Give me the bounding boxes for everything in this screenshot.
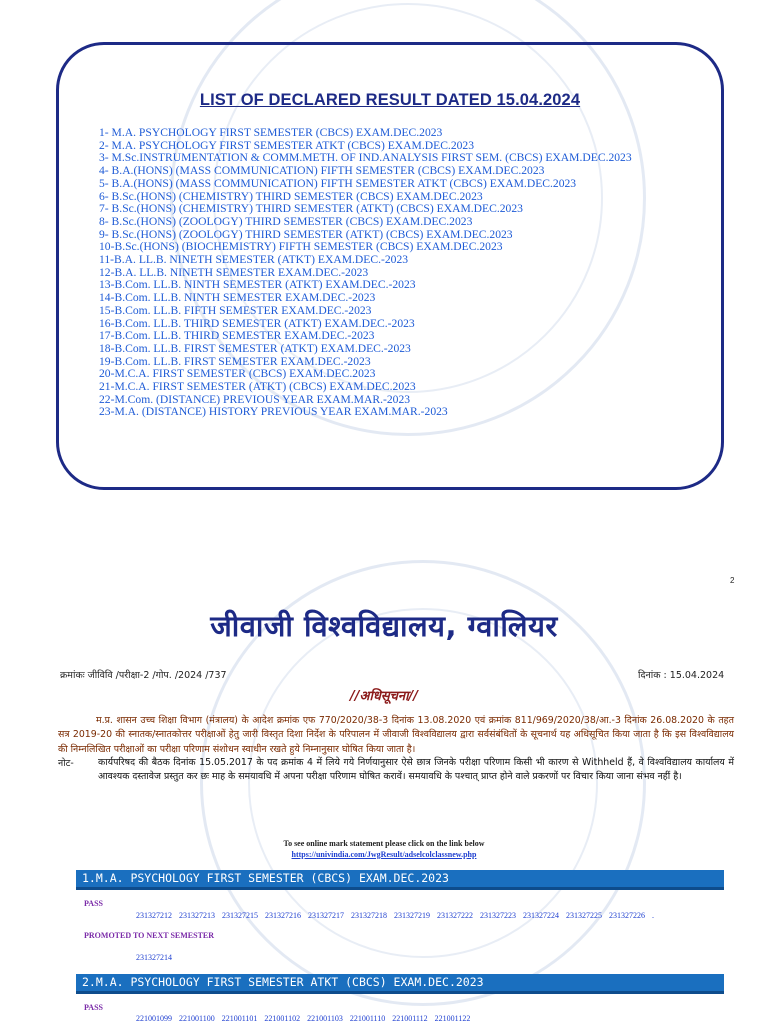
list-item: 23-M.A. (DISTANCE) HISTORY PREVIOUS YEAR EXAM.MAR.-2023 — [99, 405, 448, 419]
list-item: 9- B.Sc.(HONS) (ZOOLOGY) THIRD SEMESTER (ATKT) (CBCS) EXAM.DEC.2023 — [99, 227, 513, 241]
list-item: 2- M.A. PSYCHOLOGY FIRST SEMESTER ATKT (CBCS) EXAM.DEC.2023 — [99, 138, 475, 152]
list-item: 14-B.Com. LL.B. NINTH SEMESTER EXAM.DEC.-2023 — [99, 291, 376, 305]
pass-label: PASS — [84, 899, 103, 908]
mark-statement-link[interactable]: https://univindia.com/JwgResult/adselcolclassnew.php — [291, 850, 477, 859]
list-item: 11-B.A. LL.B. NINETH SEMESTER (ATKT) EXAM.DEC.-2023 — [99, 253, 409, 267]
list-item: 10-B.Sc.(HONS) (BIOCHEMISTRY) FIFTH SEMESTER (CBCS) EXAM.DEC.2023 — [99, 240, 503, 254]
pass-roll-numbers: 231327212 231327213 231327215 231327216 231327217 231327218 231327219 231327222 231327223 231327224 231327225 231327226 . — [136, 911, 654, 920]
mark-statement-instruction: To see online mark statement please click on the link below — [283, 839, 485, 848]
results-list-title: LIST OF DECLARED RESULT DATED 15.04.2024 — [199, 91, 581, 109]
list-item: 4- B.A.(HONS) (MASS COMMUNICATION) FIFTH SEMESTER (CBCS) EXAM.DEC.2023 — [99, 164, 545, 178]
note-label: नोट- — [58, 758, 74, 769]
list-item: 12-B.A. LL.B. NINETH SEMESTER EXAM.DEC.-2023 — [99, 265, 369, 279]
list-item: 6- B.Sc.(HONS) (CHEMISTRY) THIRD SEMESTER (CBCS) EXAM.DEC.2023 — [99, 189, 483, 203]
list-item: 20-M.C.A. FIRST SEMESTER (CBCS) EXAM.DEC.2023 — [99, 367, 376, 381]
list-item: 8- B.Sc.(HONS) (ZOOLOGY) THIRD SEMESTER (CBCS) EXAM.DEC.2023 — [99, 214, 473, 228]
list-item: 19-B.Com. LL.B. FIRST SEMESTER EXAM.DEC.-2023 — [99, 354, 371, 368]
notice-date: दिनांक : 15.04.2024 — [638, 670, 725, 681]
list-item: 21-M.C.A. FIRST SEMESTER (ATKT) (CBCS) EXAM.DEC.2023 — [99, 380, 416, 394]
list-item: 15-B.Com. LL.B. FIFTH SEMESTER EXAM.DEC.-2023 — [99, 303, 372, 317]
list-item: 3- M.Sc.INSTRUMENTATION & COMM.METH. OF IND.ANALYSIS FIRST SEM. (CBCS) EXAM.DEC.2023 — [99, 151, 632, 165]
page-number: 2 — [730, 576, 735, 585]
notification-paragraph: म.प्र. शासन उच्च शिक्षा विभाग (मंत्रालय) के आदेश क्रमांक एफ 770/2020/38-3 दिनांक 13.08.2020 एवं क्रमांक 811/969/2020/38/आ.-3 दिनांक 26.08.2020 के तहत सत्र 2019-20 की स्नातक/स्नातकोत्तर परीक्षाओं हेतु जारी विस्तृत दिशा निर्देश के परिपालन में जीवाजी विश्वविद्यालय द्वारा सर्वसंबंधितों के सूचनार्थ यह अधिसूचित किया जाता है कि इस विश्वविद्यालय की निम्नलिखित परीक्षाओं का परीक्षा परिणाम संशोधन स्वाधीन रखते हुये निम्नानुसार घोषित किया जाता है। — [58, 715, 734, 755]
list-item: 13-B.Com. LL.B. NINTH SEMESTER (ATKT) EXAM.DEC.-2023 — [99, 278, 416, 292]
declared-results-panel — [56, 42, 724, 490]
promoted-roll-numbers: 231327214 — [136, 953, 172, 962]
results-list — [99, 127, 632, 419]
university-name: जीवाजी विश्वविद्यालय, ग्वालियर — [210, 609, 558, 643]
list-item: 7- B.Sc.(HONS) (CHEMISTRY) THIRD SEMESTER (ATKT) (CBCS) EXAM.DEC.2023 — [99, 202, 523, 216]
promoted-label: PROMOTED TO NEXT SEMESTER — [84, 931, 215, 940]
notification-heading: //अधिसूचना// — [350, 689, 418, 704]
note-text: कार्यपरिषद की बैठक दिनांक 15.05.2017 के पद क्रमांक 4 में लिये गये निर्णयानुसार ऐसे छात्र जिनके परीक्षा परिणाम किसी भी कारण से Withheld हैं, वे विश्वविद्यालय कार्यालय में आवश्यक दस्तावेज प्रस्तुत कर छः माह के समयावधि में अपना परीक्षा परिणाम घोषित करावें। समयावधि के पश्चात् प्राप्त होने वाले प्रकरणों पर विचार किया जाना संभव नहीं है। — [98, 757, 734, 783]
pass-roll-numbers: 221001099 221001100 221001101 221001102 221001103 221001110 221001112 221001122 — [136, 1014, 471, 1023]
result-section-header: 1.M.A. PSYCHOLOGY FIRST SEMESTER (CBCS) EXAM.DEC.2023 — [76, 870, 724, 890]
list-item: 17-B.Com. LL.B. THIRD SEMESTER EXAM.DEC.-2023 — [99, 329, 375, 343]
list-item: 1- M.A. PSYCHOLOGY FIRST SEMESTER (CBCS) EXAM.DEC.2023 — [99, 126, 443, 139]
list-item: 5- B.A.(HONS) (MASS COMMUNICATION) FIFTH SEMESTER ATKT (CBCS) EXAM.DEC.2023 — [99, 176, 577, 190]
list-item: 18-B.Com. LL.B. FIRST SEMESTER (ATKT) EXAM.DEC.-2023 — [99, 341, 411, 355]
list-item: 16-B.Com. LL.B. THIRD SEMESTER (ATKT) EXAM.DEC.-2023 — [99, 316, 415, 330]
pass-label: PASS — [84, 1003, 103, 1012]
list-item: 22-M.Com. (DISTANCE) PREVIOUS YEAR EXAM.MAR.-2023 — [99, 392, 411, 406]
reference-number: क्रमांकः जीविवि /परीक्षा-2 /गोप. /2024 /737 — [60, 670, 227, 681]
result-section-header: 2.M.A. PSYCHOLOGY FIRST SEMESTER ATKT (CBCS) EXAM.DEC.2023 — [76, 974, 724, 994]
